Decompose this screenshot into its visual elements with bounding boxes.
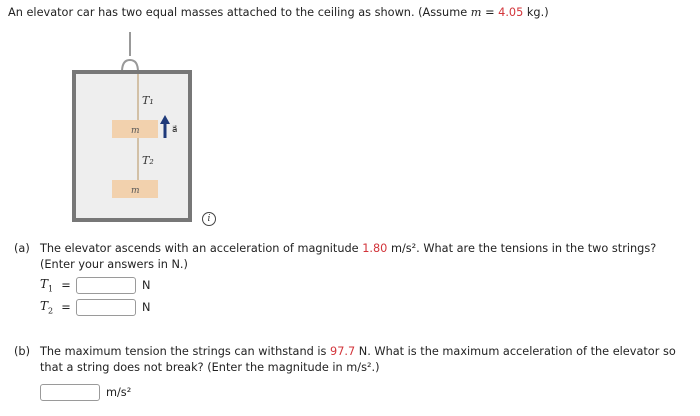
t2-answer-row [40,298,150,316]
acceleration-unit: m/s² [106,385,132,399]
max-tension-value: 97.7 [330,345,356,358]
t1-unit: N [142,278,151,292]
acceleration-input[interactable] [40,384,100,401]
part-b-text-before: The maximum tension the strings can withstand is [40,345,331,358]
part-a-question [40,241,689,273]
mass-variable: m [470,6,482,19]
part-b-label: (b) [14,345,30,358]
t1-answer-row [40,276,150,294]
problem-intro [8,6,549,19]
label-t1: T₁ [142,94,154,107]
part-a-text-before: The elevator ascends with an acceleration of magnitude [40,242,363,255]
label-acceleration: a⃗ [172,125,178,135]
label-t2: T₂ [142,154,154,167]
t2-input[interactable] [76,299,136,316]
elevator-diagram [60,30,210,225]
label-mass-bottom: m [131,186,140,196]
t1-equals: = [61,278,71,292]
intro-text-before: An elevator car has two equal masses attached to the ceiling as shown. (Assume [8,6,471,19]
part-b-text-after: N. What is the maximum acceleration of the elevator so that a string does not break? (Enter the magnitude in m/s².) [40,345,676,374]
t2-unit: N [142,300,151,314]
info-icon[interactable]: i [202,212,216,226]
part-b-question [40,344,689,376]
t1-input[interactable] [76,277,136,294]
t2-label: $T_2$ [40,298,54,316]
mass-value: 4.05 [498,6,524,19]
part-a-label: (a) [14,242,30,255]
label-mass-top: m [131,126,140,136]
part-b [14,344,689,376]
accel-answer-row [40,383,131,401]
acceleration-value: 1.80 [362,242,388,255]
part-a [14,241,689,273]
intro-equals: = [481,6,499,19]
intro-text-after: kg.) [523,6,549,19]
t2-equals: = [61,300,71,314]
t1-label: $T_1$ [40,276,54,294]
part-a-text-after: m/s². What are the tensions in the two strings? (Enter your answers in N.) [40,242,657,271]
